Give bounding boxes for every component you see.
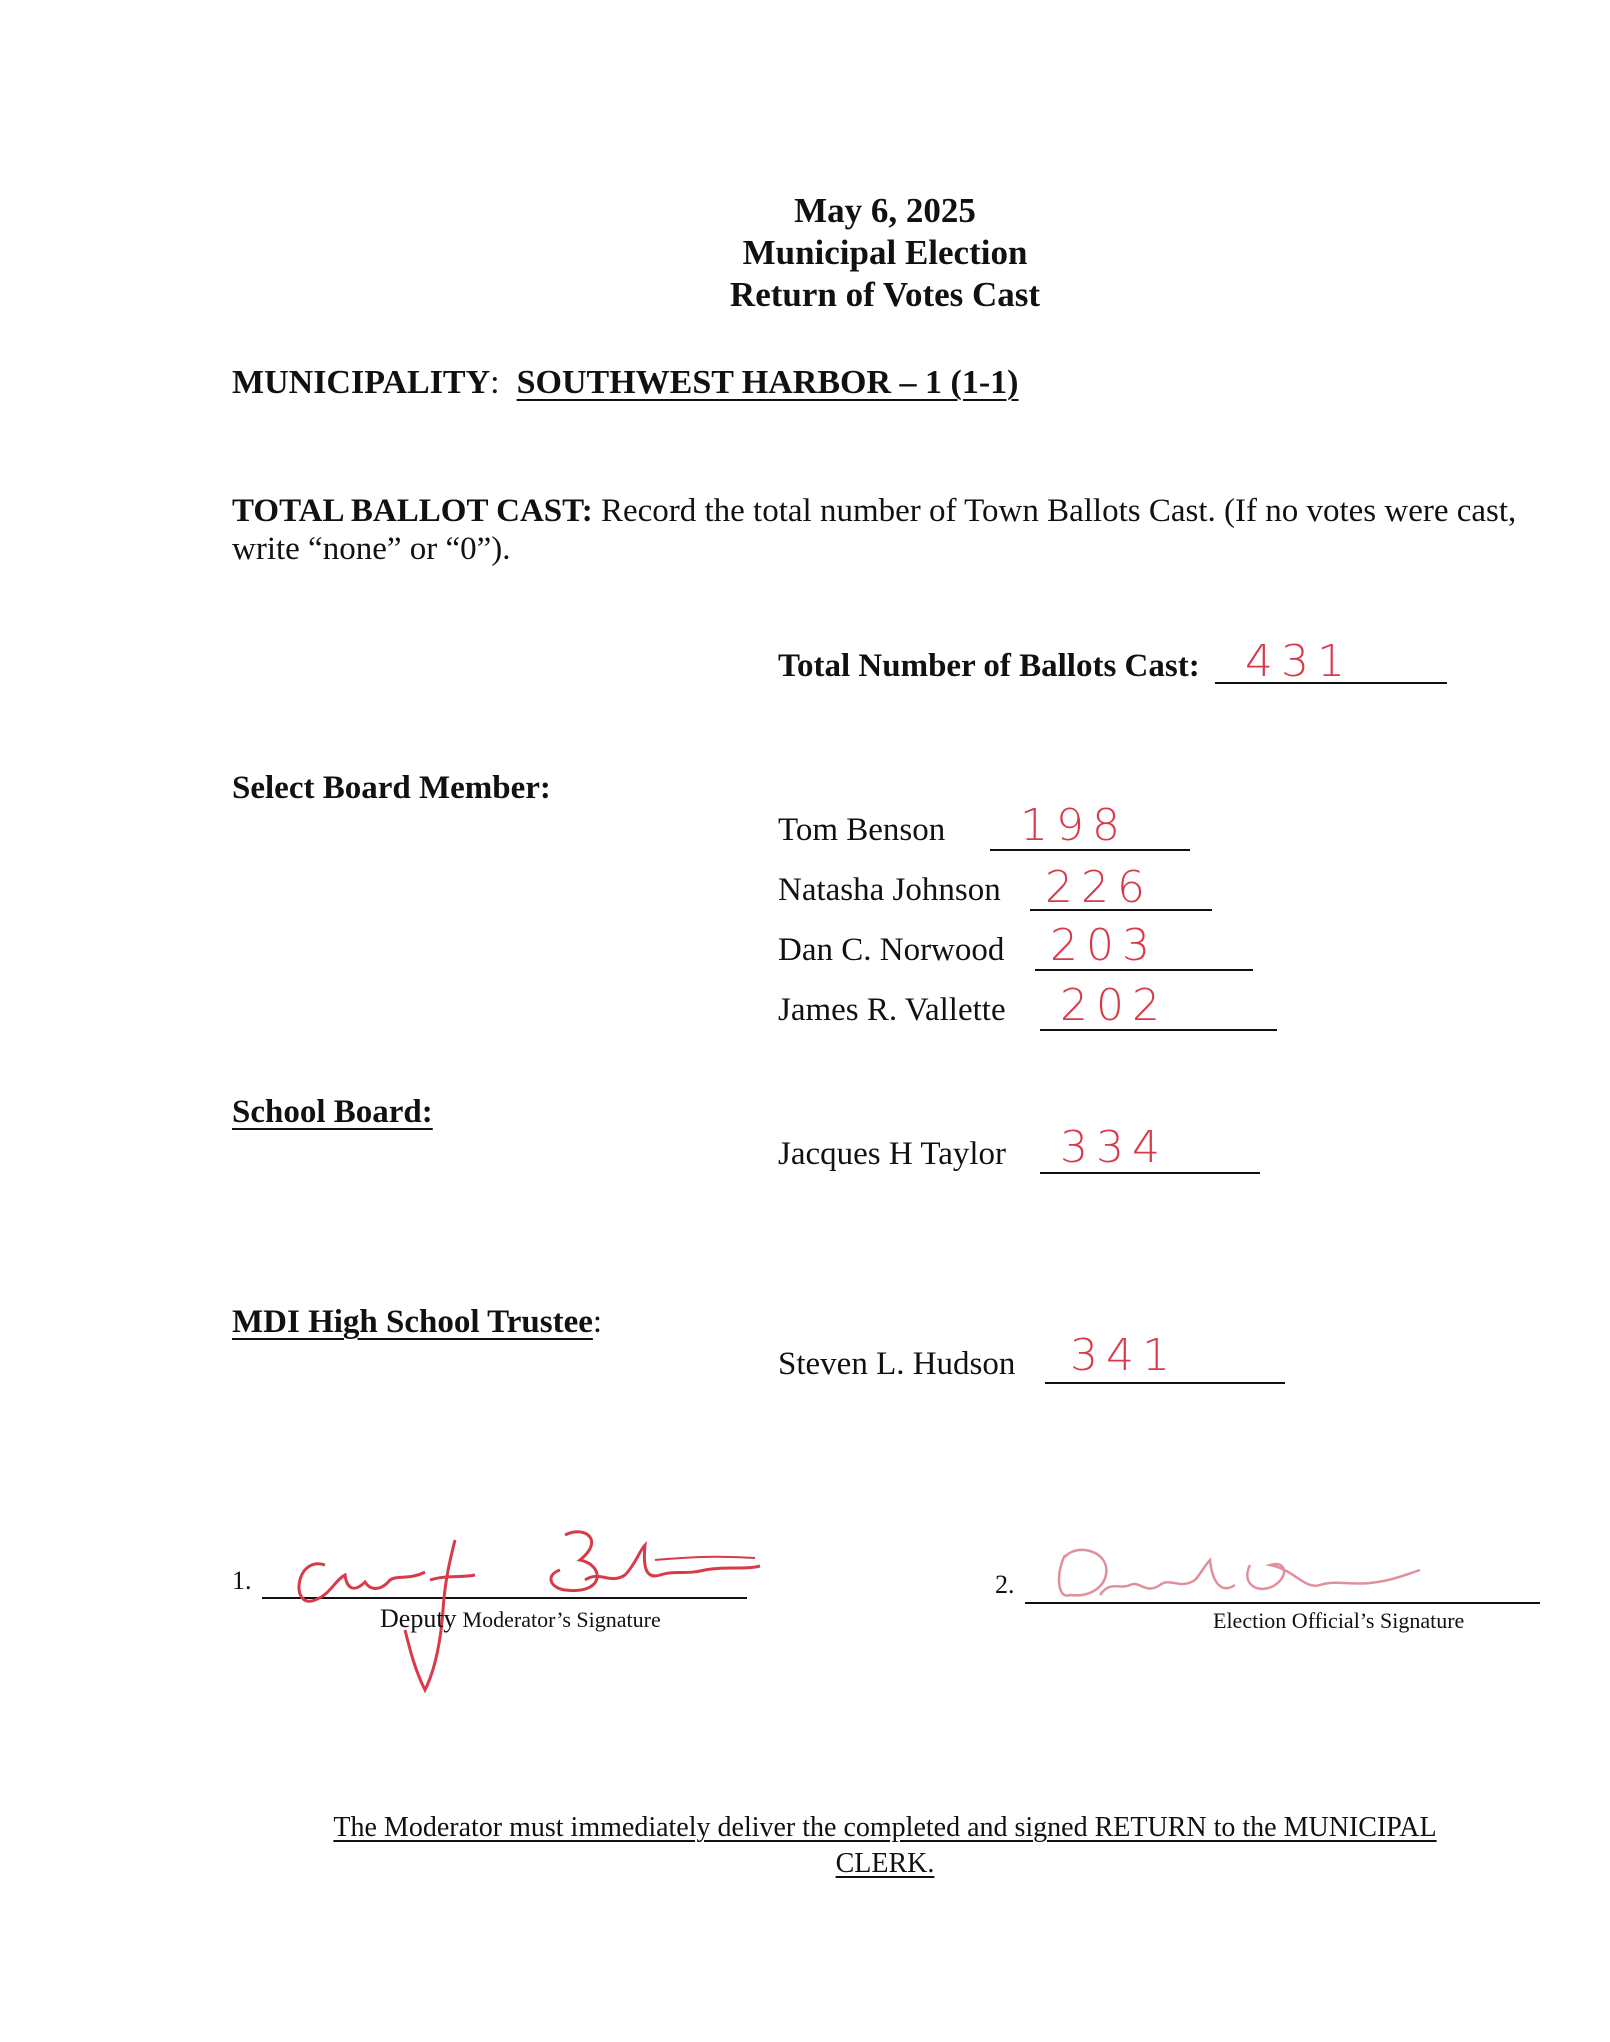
total-count-value: 431 <box>1245 636 1353 687</box>
total-count-label: Total Number of Ballots Cast: <box>778 648 1200 684</box>
footer-line-2: CLERK. <box>835 1848 935 1879</box>
votes-benson: 198 <box>1020 800 1128 851</box>
candidate-name-benson: Tom Benson <box>778 812 946 848</box>
signature-1-caption-row <box>380 1604 661 1634</box>
votes-vallette: 202 <box>1060 980 1168 1031</box>
votes-line-hudson <box>1045 1382 1285 1384</box>
document-header <box>0 190 1610 316</box>
municipality-label: MUNICIPALITY <box>232 364 491 401</box>
election-type: Municipal Election <box>742 233 1028 272</box>
mdi-trustee-heading: MDI High School Trustee <box>232 1304 593 1340</box>
select-board-heading: Select Board Member: <box>232 770 551 806</box>
total-ballot-instruction <box>232 492 1542 568</box>
deputy-handwritten-text: Deputy <box>380 1604 457 1633</box>
document-subtitle: Return of Votes Cast <box>729 275 1041 314</box>
signature-1-caption: Moderator’s Signature <box>462 1607 661 1632</box>
municipality-row: MUNICIPALITY: SOUTHWEST HARBOR – 1 (1-1) <box>232 364 1019 401</box>
signature-1-number: 1. <box>232 1566 252 1595</box>
candidate-name-norwood: Dan C. Norwood <box>778 932 1005 968</box>
votes-johnson: 226 <box>1045 862 1153 913</box>
election-date: May 6, 2025 <box>794 191 976 230</box>
votes-norwood: 203 <box>1050 920 1158 971</box>
municipality-value: SOUTHWEST HARBOR – 1 (1-1) <box>516 364 1019 401</box>
candidate-name-vallette: James R. Vallette <box>778 992 1006 1028</box>
candidate-name-taylor: Jacques H Taylor <box>778 1136 1007 1172</box>
election-official-signature <box>1050 1535 1450 1615</box>
signature-2-caption: Election Official’s Signature <box>1213 1608 1465 1633</box>
votes-hudson: 341 <box>1070 1330 1178 1381</box>
votes-taylor: 334 <box>1060 1122 1168 1173</box>
signature-2-number: 2. <box>995 1570 1015 1599</box>
candidate-name-hudson: Steven L. Hudson <box>778 1346 1016 1382</box>
school-board-heading: School Board: <box>232 1094 433 1130</box>
total-ballot-label: TOTAL BALLOT CAST: <box>232 493 593 529</box>
candidate-name-johnson: Natasha Johnson <box>778 872 1001 908</box>
footer-note <box>0 1810 1610 1882</box>
total-ballot-text: Record the total number of Town Ballots Cast. (If no votes were cast, write “none” or “0”). <box>232 493 1517 567</box>
footer-line-1: The Moderator must immediately deliver the completed and signed RETURN to the MUNICIPAL <box>333 1812 1437 1843</box>
mdi-trustee-heading-row: MDI High School Trustee: <box>232 1304 603 1340</box>
